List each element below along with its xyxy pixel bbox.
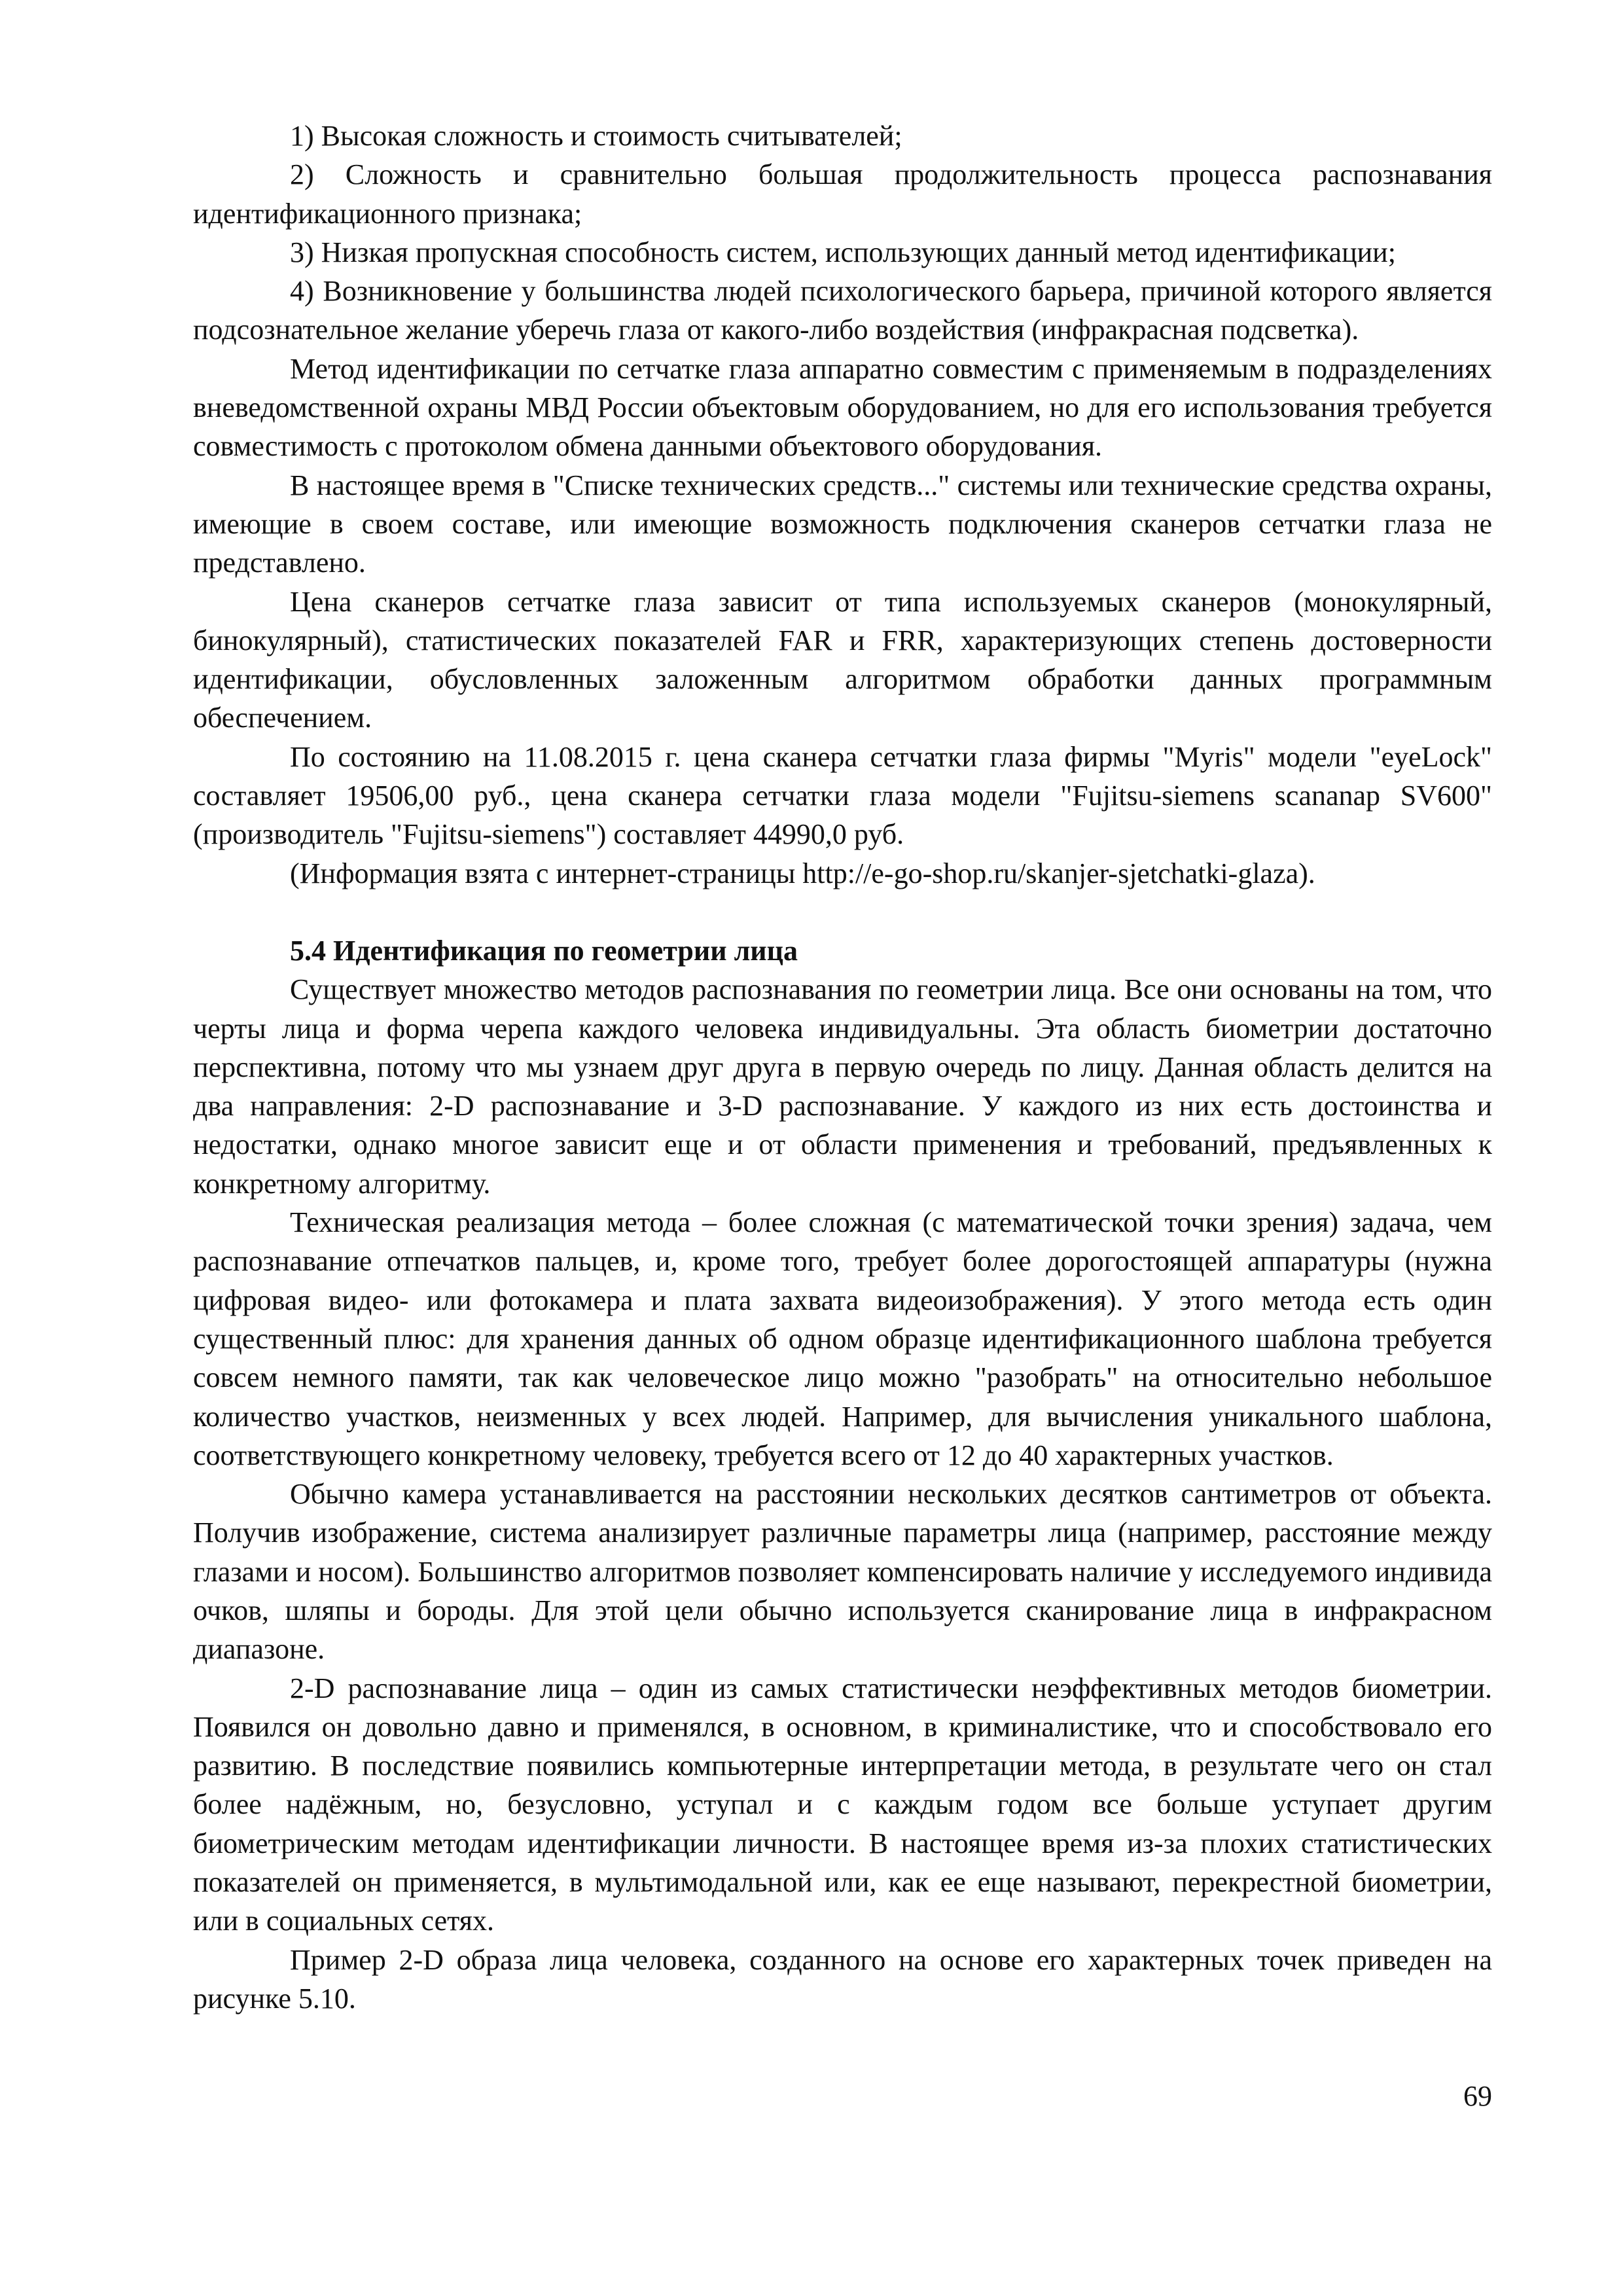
section-heading: 5.4 Идентификация по геометрии лица: [290, 934, 798, 967]
section-paragraph-3: Обычно камера устанавливается на расстоянии нескольких десятков сантиметров от объекта. Получив изображение, система анализирует различные параметры лица (например, расстояние между глазами и носом). Большинство алгоритмов позволяет компенсировать наличие у исследуемого индивида очков, шляпы и бороды. Для этой цели обычно используется сканирование лица в инфракрасном диапазоне.: [193, 1478, 1492, 1666]
body-text: [193, 117, 1492, 2018]
list-item-2: 2) Сложность и сравнительно большая продолжительность процесса распознавания идентификационного признака;: [193, 158, 1492, 230]
paragraph-source: (Информация взята с интернет-страницы http://e-go-shop.ru/skanjer-sjetchatki-glaza).: [290, 857, 1315, 889]
paragraph-tech-list: В настоящее время в "Списке технических средств..." системы или технические средства охраны, имеющие в своем составе, или имеющие возможность подключения сканеров сетчатки глаза не представлено.: [193, 469, 1492, 579]
section-paragraph-5: Пример 2-D образа лица человека, созданного на основе его характерных точек приведен на рисунке 5.10.: [193, 1943, 1492, 2015]
section-paragraph-2: Техническая реализация метода – более сложная (с математической точки зрения) задача, чем распознавание отпечатков пальцев, и, кроме того, требует более дорогостоящей аппаратуры (нужна цифровая видео- или фотокамера и плата захвата видеоизображения). У этого метода есть один существенный плюс: для хранения данных об одном образце идентификационного шаблона требуется совсем немного памяти, так как человеческое лицо можно "разобрать" на относительно небольшое количество участков, неизменных у всех людей. Например, для вычисления уникального шаблона, соответствующего конкретному человеку, требуется всего от 12 до 40 характерных участков.: [193, 1206, 1492, 1471]
list-item-4: 4) Возникновение у большинства людей психологического барьера, причиной которого является подсознательное желание уберечь глаза от какого-либо воздействия (инфракрасная подсветка).: [193, 275, 1492, 346]
list-item-1: 1) Высокая сложность и стоимость считывателей;: [290, 120, 902, 152]
paragraph-prices: По состоянию на 11.08.2015 г. цена сканера сетчатки глаза фирмы "Myris" модели "eyeLock" составляет 19506,00 руб., цена сканера сетчатки глаза модели "Fujitsu-siemens scananap SV600" (производитель "Fujitsu-siemens") составляет 44990,0 руб.: [193, 740, 1492, 851]
section-paragraph-4: 2-D распознавание лица – один из самых статистически неэффективных методов биометрии. Появился он довольно давно и применялся, в основном, в криминалистике, что и способствовало его развитию. В последствие появились компьютерные интерпретации метода, в результате чего он стал более надёжным, но, безусловно, уступал и с каждым годом все больше уступает другим биометрическим методам идентификации личности. В настоящее время из-за плохих статистических показателей он применяется, в мультимодальной или, как ее еще называют, перекрестной биометрии, или в социальных сетях.: [193, 1672, 1492, 1937]
list-item-3: 3) Низкая пропускная способность систем, использующих данный метод идентификации;: [290, 236, 1396, 268]
paragraph-compatibility: Метод идентификации по сетчатке глаза аппаратно совместим с применяемым в подразделениях вневедомственной охраны МВД России объектовым оборудованием, но для его использования требуется совместимость с протоколом обмена данными объектового оборудования.: [193, 352, 1492, 463]
paragraph-price-factors: Цена сканеров сетчатке глаза зависит от типа используемых сканеров (монокулярный, бинокулярный), статистических показателей FAR и FRR, характеризующих степень достоверности идентификации, обусловленных заложенным алгоритмом обработки данных программным обеспечением.: [193, 585, 1492, 734]
section-paragraph-1: Существует множество методов распознавания по геометрии лица. Все они основаны на том, что черты лица и форма черепа каждого человека индивидуальны. Эта область биометрии достаточно перспективна, потому что мы узнаем друг друга в первую очередь по лицу. Данная область делится на два направления: 2-D распознавание и 3-D распознавание. У каждого из них есть достоинства и недостатки, однако многое зависит еще и от области применения и требований, предъявленных к конкретному алгоритму.: [193, 973, 1492, 1200]
page-number: 69: [1463, 2080, 1492, 2112]
section-gap: [193, 893, 1492, 931]
